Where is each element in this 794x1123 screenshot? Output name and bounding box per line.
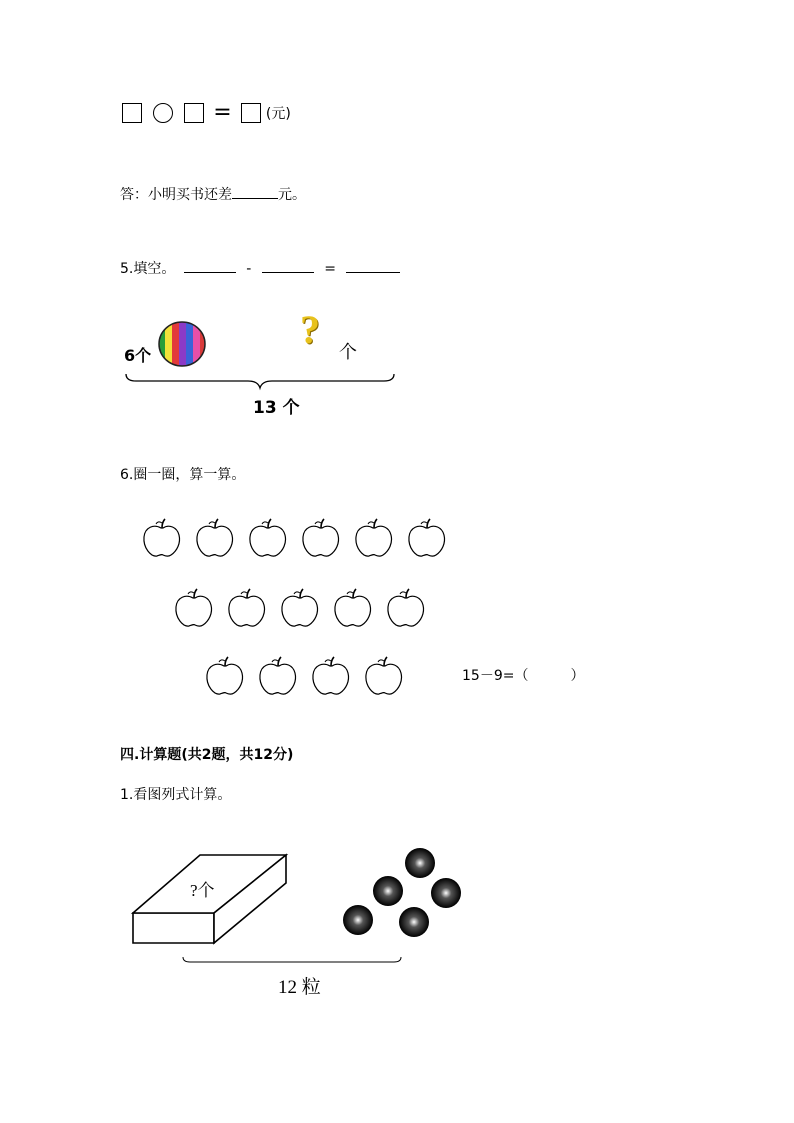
answer-blank[interactable] bbox=[232, 184, 278, 199]
bead-icon bbox=[372, 875, 404, 907]
apple-icon bbox=[174, 588, 214, 628]
apple-icon bbox=[258, 656, 298, 696]
bead-icon bbox=[430, 877, 462, 909]
blank-box bbox=[184, 103, 204, 123]
apple-icon bbox=[301, 518, 341, 558]
apple-icon bbox=[227, 588, 267, 628]
operator-circle bbox=[153, 103, 173, 123]
equals-sign: = bbox=[324, 261, 336, 277]
equation-row bbox=[122, 102, 291, 130]
q5-blank-2[interactable] bbox=[262, 258, 314, 273]
q5-right-unit: 个 bbox=[339, 342, 357, 363]
apple-icon bbox=[248, 518, 288, 558]
question-mark-icon: ? bbox=[300, 307, 320, 352]
answer-suffix: 元。 bbox=[278, 187, 306, 203]
box-label: ?个 bbox=[190, 881, 215, 900]
minus-sign: - bbox=[246, 261, 252, 277]
q5-prompt: 5.填空。 bbox=[120, 261, 176, 277]
q5-prompt-line bbox=[120, 258, 400, 279]
answer-line bbox=[120, 184, 306, 205]
apple-icon bbox=[407, 518, 447, 558]
q5-blank-3[interactable] bbox=[346, 258, 400, 273]
answer-prefix: 答：小明买书还差 bbox=[120, 187, 232, 203]
q5-total: 13 个 bbox=[253, 398, 300, 418]
bead-icon bbox=[404, 847, 436, 879]
apple-icon bbox=[205, 656, 245, 696]
bead-icon bbox=[342, 904, 374, 936]
striped-ball-illustration bbox=[157, 320, 209, 370]
q6-equation: 15－9=（ ） bbox=[462, 668, 585, 684]
apple-icon bbox=[280, 588, 320, 628]
equals-sign: = bbox=[213, 100, 232, 125]
q6-prompt: 6.圈一圈，算一算。 bbox=[120, 467, 246, 483]
apple-icon bbox=[333, 588, 373, 628]
apple-icon bbox=[311, 656, 351, 696]
apple-icon bbox=[142, 518, 182, 558]
bead-icon bbox=[398, 906, 430, 938]
s4-total: 12 粒 bbox=[278, 977, 321, 998]
apple-icon bbox=[386, 588, 426, 628]
unit-label: (元) bbox=[265, 106, 291, 122]
apple-icon bbox=[195, 518, 235, 558]
blank-box bbox=[241, 103, 261, 123]
s4-q1-prompt: 1.看图列式计算。 bbox=[120, 787, 232, 803]
q5-blank-1[interactable] bbox=[184, 258, 236, 273]
blank-box bbox=[122, 103, 142, 123]
section-heading: 四.计算题(共2题，共12分) bbox=[120, 747, 294, 763]
total-brace bbox=[124, 372, 396, 392]
total-brace bbox=[182, 956, 402, 968]
apple-icon bbox=[354, 518, 394, 558]
q5-left-count: 6个 bbox=[124, 346, 152, 365]
apple-icon bbox=[364, 656, 404, 696]
